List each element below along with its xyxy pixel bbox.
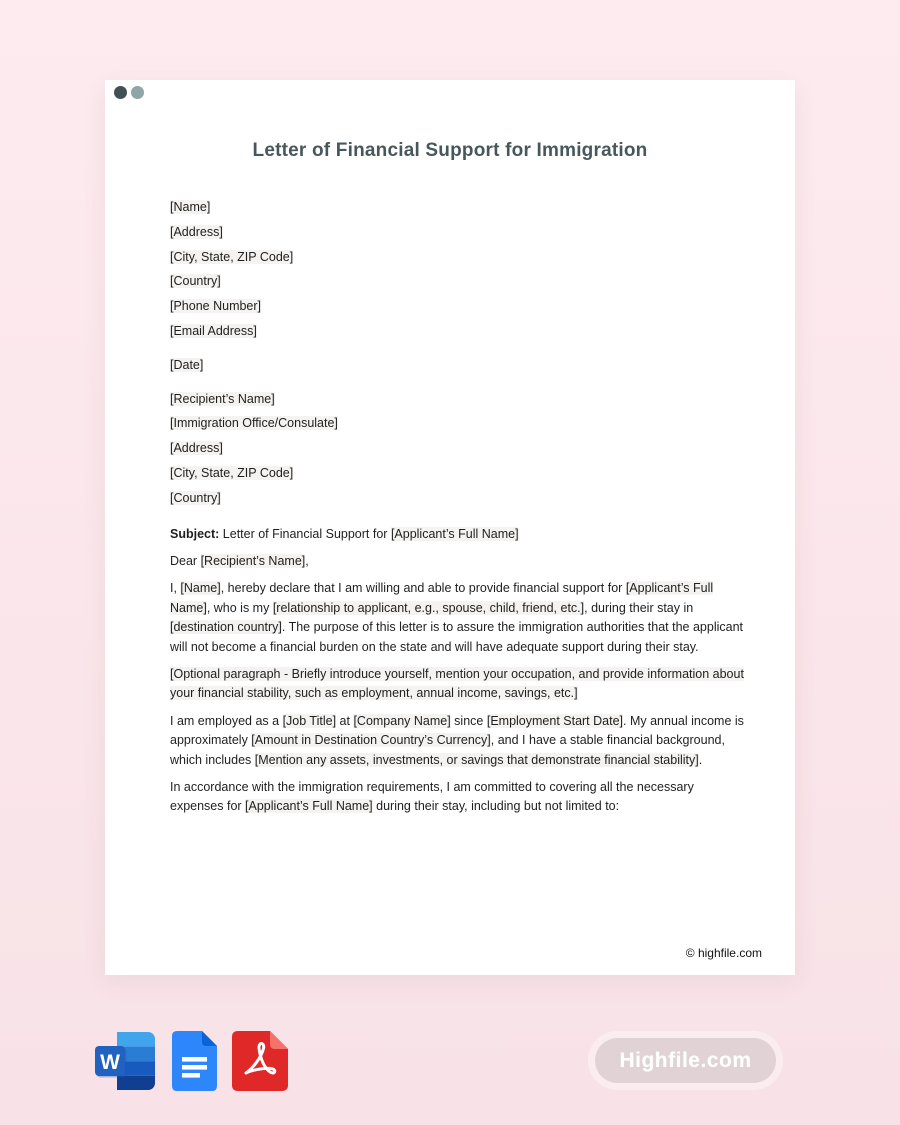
window-dot-dark [114, 86, 127, 99]
sender-address-block [170, 195, 745, 344]
placeholder-field: [Mention any assets, investments, or savings that demonstrate financial stability] [254, 752, 699, 767]
paragraph-declaration [170, 579, 745, 657]
placeholder-field: [destination country] [170, 620, 282, 635]
text-segment: I am employed as a [170, 713, 283, 728]
placeholder-field: [Amount in Destination Country’s Currency] [251, 733, 491, 748]
text-segment: . The purpose of this letter is to assure the immigration authorities that the applicant will not become a financial burden on the state and will have adequate support during their stay. [170, 620, 744, 654]
placeholder-field: [Name] [180, 581, 221, 596]
placeholder-field: [Job Title] [282, 713, 337, 728]
address-line [170, 353, 745, 378]
placeholder-field: [Immigration Office/Consulate] [170, 416, 338, 431]
subject-line [170, 525, 745, 544]
text-segment: , who is my [206, 600, 273, 615]
placeholder-field: [Date] [170, 357, 204, 372]
text-segment: during their stay, including but not limited to: [372, 799, 620, 814]
adobe-pdf-icon[interactable] [232, 1031, 288, 1091]
placeholder-field: [Country] [170, 274, 221, 289]
copyright-credit: © highfile.com [685, 946, 762, 960]
placeholder-field: [Address] [170, 224, 223, 239]
date-block [170, 353, 745, 378]
text-segment: I, [170, 581, 181, 596]
window-dot-teal [131, 86, 144, 99]
highfile-watermark-text: Highfile.com [619, 1048, 752, 1072]
placeholder-field: [Recipient’s Name] [200, 553, 306, 568]
placeholder-field: [Address] [170, 441, 223, 456]
placeholder-field: [Name] [170, 200, 211, 214]
placeholder-field: [City, State, ZIP Code] [170, 249, 294, 264]
salutation-line [170, 552, 745, 571]
placeholder-field: [Applicant’s Full Name] [390, 526, 519, 541]
placeholder-field: [Optional paragraph - Briefly introduce yourself, mention your occupation, and provide information about your financial stability, such as employment, annual income, savings, etc.] [170, 667, 744, 701]
highfile-watermark-badge [595, 1038, 776, 1083]
address-line [170, 461, 745, 486]
text-segment: In accordance with the immigration requirements, I am committed to covering all the necessary expenses for [170, 780, 694, 814]
address-line [170, 294, 745, 319]
recipient-address-block [170, 387, 745, 511]
placeholder-field: [City, State, ZIP Code] [170, 465, 294, 480]
google-docs-icon[interactable] [172, 1031, 217, 1091]
text-segment: . My annual income is approximately [170, 713, 744, 748]
page-title: Letter of Financial Support for Immigration [252, 140, 648, 161]
address-line [170, 269, 745, 294]
placeholder-field: [Applicant’s Full Name] [170, 581, 714, 615]
text-segment: at [336, 713, 354, 728]
paragraph-optional [170, 665, 745, 704]
placeholder-field: [relationship to applicant, e.g., spouse, child, friend, etc.] [272, 600, 585, 615]
text-segment: Letter of Financial Support for [219, 526, 391, 541]
placeholder-field: [Email Address] [170, 323, 257, 338]
window-dots [114, 86, 144, 99]
placeholder-field: [Company Name] [353, 713, 451, 728]
address-line [170, 220, 745, 245]
text-segment: , during their stay in [584, 600, 694, 615]
text-segment: Subject: [170, 526, 220, 541]
address-line [170, 195, 745, 220]
svg-text:W: W [100, 1051, 120, 1074]
document-page [105, 80, 795, 975]
placeholder-field: [Phone Number] [170, 299, 262, 314]
placeholder-field: [Country] [170, 490, 221, 505]
paragraph-employment [170, 712, 745, 770]
text-segment: , [305, 553, 309, 568]
download-format-icons [93, 1031, 288, 1091]
text-segment: . [698, 752, 703, 767]
address-line [170, 319, 745, 344]
text-segment: since [450, 713, 487, 728]
address-line [170, 245, 745, 270]
text-segment: Dear [170, 553, 201, 568]
letter-body [170, 195, 745, 817]
placeholder-field: [Applicant’s Full Name] [245, 799, 373, 814]
address-line [170, 387, 745, 412]
placeholder-field: [Employment Start Date] [486, 713, 624, 728]
paragraph-commitment [170, 778, 745, 817]
address-line [170, 411, 745, 436]
text-segment: , hereby declare that I am willing and able to provide financial support for [220, 581, 626, 596]
microsoft-word-icon[interactable] [93, 1031, 157, 1091]
address-line [170, 486, 745, 511]
text-segment: , and I have a stable financial background, which includes [170, 733, 725, 767]
bottom-toolbar [0, 1028, 900, 1098]
address-line [170, 436, 745, 461]
placeholder-field: [Recipient’s Name] [170, 391, 275, 406]
